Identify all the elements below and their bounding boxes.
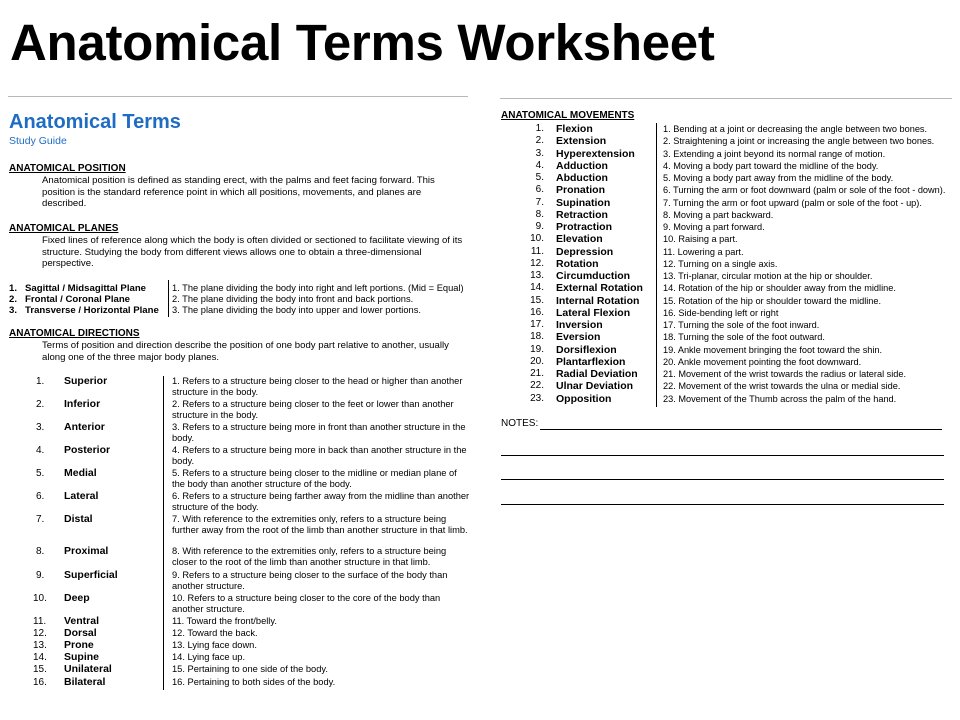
guide-title: Anatomical Terms (9, 111, 181, 133)
notes-label: NOTES: (501, 418, 539, 429)
movement-term: Hyperextension (556, 147, 635, 160)
movement-number: 21. (530, 368, 544, 379)
movement-term: Extension (556, 135, 607, 148)
direction-term: Superior (64, 375, 108, 387)
direction-term: Posterior (64, 444, 111, 456)
direction-number: 15. (33, 664, 47, 675)
direction-number: 12. (33, 628, 47, 639)
anatomical-movements-heading: ANATOMICAL MOVEMENTS (501, 110, 635, 121)
movement-term: Protraction (556, 221, 613, 233)
movements-divider (656, 123, 657, 407)
direction-definition: 13. Lying face down. (172, 640, 257, 650)
movement-term: Ulnar Deviation (556, 380, 634, 393)
direction-definition: 11. Toward the front/belly. (172, 616, 277, 626)
movement-term: Adduction (556, 159, 608, 172)
direction-term: Medial (64, 467, 97, 479)
movement-number: 22. (530, 380, 544, 392)
direction-number: 13. (33, 640, 47, 651)
movement-term: Plantarflexion (556, 355, 626, 368)
movement-number: 1. (535, 123, 544, 134)
direction-number: 8. (36, 546, 45, 557)
direction-term: Anterior (64, 421, 105, 433)
direction-term: Bilateral (64, 676, 106, 688)
anatomical-planes-heading: ANATOMICAL PLANES (9, 223, 119, 234)
notes-line-2[interactable] (501, 455, 944, 456)
direction-term: Deep (64, 592, 90, 604)
movement-term: Flexion (556, 123, 593, 135)
movement-definition: 14. Rotation of the hip or shoulder away from the midline. (663, 283, 896, 294)
movement-term: Abduction (556, 172, 608, 184)
movement-term: Circumduction (556, 270, 631, 282)
direction-term: Ventral (64, 615, 100, 627)
movement-definition: 13. Tri-planar, circular motion at the hip or shoulder. (663, 271, 873, 281)
movement-number: 20. (530, 355, 544, 367)
movement-number: 13. (530, 270, 544, 281)
movement-definition: 20. Ankle movement pointing the foot downward. (663, 356, 862, 367)
movement-term: Supination (556, 196, 611, 209)
direction-term: Proximal (64, 545, 109, 557)
movement-number: 6. (535, 184, 544, 196)
movement-definition: 3. Extending a joint beyond its normal range of motion. (663, 148, 886, 159)
slide-title: Anatomical Terms Worksheet (10, 14, 715, 71)
anatomical-planes-text: Fixed lines of reference along which the body is often divided or sectioned to facilitate viewing of its structure. Studying the body from different views allows one to obtain a three-dimensional perspective. (42, 235, 463, 269)
plane-definition: 2. The plane dividing the body into front and back portions. (172, 294, 414, 304)
direction-definition: 10. Refers to a structure being closer to the core of the body than another structure. (172, 593, 441, 614)
direction-term: Supine (64, 651, 100, 663)
direction-number: 14. (33, 652, 47, 663)
planes-divider (168, 280, 169, 317)
direction-definition: 2. Refers to a structure being closer to the feet or lower than another structure in the body. (172, 399, 454, 420)
plane-number: 3. (9, 305, 18, 316)
movement-definition: 7. Turning the arm or foot upward (palm or sole of the foot - up). (663, 197, 922, 208)
movement-definition: 16. Side-bending left or right (663, 307, 779, 318)
movement-definition: 15. Rotation of the hip or shoulder toward the midline. (663, 295, 882, 306)
movement-term: Retraction (556, 208, 608, 221)
direction-number: 10. (33, 593, 47, 604)
plane-definition: 3. The plane dividing the body into upper and lower portions. (172, 305, 421, 315)
direction-definition: 12. Toward the back. (172, 628, 258, 638)
movement-number: 16. (530, 306, 544, 318)
anatomical-position-heading: ANATOMICAL POSITION (9, 163, 126, 174)
direction-definition: 15. Pertaining to one side of the body. (172, 664, 328, 674)
movement-term: Rotation (556, 257, 599, 270)
movement-definition: 22. Movement of the wrist towards the ulna or medial side. (663, 381, 901, 392)
movement-number: 5. (535, 172, 544, 183)
movement-definition: 11. Lowering a part. (663, 246, 744, 257)
anatomical-directions-heading: ANATOMICAL DIRECTIONS (9, 328, 140, 339)
direction-definition: 3. Refers to a structure being more in front than another structure in the body. (172, 422, 466, 443)
plane-term: Transverse / Horizontal Plane (25, 305, 159, 316)
movement-definition: 8. Moving a part backward. (663, 209, 774, 220)
direction-definition: 1. Refers to a structure being closer to the head or higher than another structure in the body. (172, 376, 463, 397)
movement-number: 14. (530, 282, 544, 294)
movement-definition: 2. Straightening a joint or increasing the angle between two bones. (663, 136, 935, 147)
movement-definition: 6. Turning the arm or foot downward (palm or sole of the foot - down). (663, 185, 946, 196)
movement-definition: 1. Bending at a joint or decreasing the angle between two bones. (663, 124, 928, 134)
movement-definition: 21. Movement of the wrist towards the radius or lateral side. (663, 369, 907, 379)
movement-term: Opposition (556, 392, 612, 405)
left-top-rule (8, 96, 468, 97)
movement-number: 18. (530, 331, 544, 343)
right-top-rule (500, 98, 952, 99)
direction-number: 6. (36, 491, 45, 502)
plane-term: Frontal / Coronal Plane (25, 294, 131, 305)
movement-number: 9. (535, 221, 544, 232)
notes-line-4[interactable] (501, 504, 944, 505)
direction-term: Superficial (64, 569, 118, 581)
direction-term: Unilateral (64, 663, 112, 675)
movement-definition: 19. Ankle movement bringing the foot toward the shin. (663, 344, 883, 355)
movement-definition: 10. Raising a part. (663, 234, 738, 245)
plane-number: 1. (9, 283, 18, 294)
movement-term: Pronation (556, 184, 605, 197)
direction-number: 16. (33, 677, 47, 688)
direction-number: 4. (36, 445, 45, 456)
movement-definition: 18. Turning the sole of the foot outward. (663, 332, 825, 343)
directions-divider (163, 376, 164, 690)
movement-number: 7. (535, 196, 544, 208)
direction-term: Inferior (64, 398, 101, 410)
plane-number: 2. (9, 294, 18, 305)
direction-number: 7. (36, 514, 45, 525)
movement-term: Dorsiflexion (556, 343, 617, 356)
direction-definition: 7. With reference to the extremities only, refers to a structure being further away from the root of the limb than another structure in that limb. (172, 514, 468, 535)
direction-definition: 14. Lying face up. (172, 652, 246, 662)
direction-term: Dorsal (64, 627, 97, 639)
plane-term: Sagittal / Midsagittal Plane (25, 283, 147, 294)
plane-definition: 1. The plane dividing the body into right and left portions. (Mid = Equal) (172, 283, 464, 293)
movement-term: Elevation (556, 233, 603, 246)
movement-definition: 9. Moving a part forward. (663, 222, 765, 232)
direction-definition: 9. Refers to a structure being closer to the surface of the body than another structure. (172, 570, 448, 591)
movement-term: Radial Deviation (556, 368, 638, 380)
movement-number: 8. (535, 208, 544, 220)
movement-number: 12. (530, 257, 544, 269)
direction-number: 2. (36, 399, 45, 410)
direction-term: Prone (64, 639, 94, 651)
movement-number: 15. (530, 294, 544, 306)
movement-term: Internal Rotation (556, 294, 640, 307)
movement-number: 2. (535, 135, 544, 147)
movement-term: Inversion (556, 319, 603, 331)
direction-term: Lateral (64, 490, 99, 502)
movement-definition: 12. Turning on a single axis. (663, 258, 778, 269)
direction-definition: 6. Refers to a structure being farther away from the midline than another structure of the body. (172, 491, 470, 512)
movement-term: Lateral Flexion (556, 306, 631, 319)
direction-number: 9. (36, 570, 45, 581)
movement-term: External Rotation (556, 282, 643, 295)
direction-number: 3. (36, 422, 45, 433)
guide-subtitle: Study Guide (9, 135, 67, 147)
direction-number: 5. (36, 468, 45, 479)
direction-number: 1. (36, 376, 45, 387)
movement-number: 23. (530, 392, 544, 404)
movement-number: 4. (535, 159, 544, 171)
movement-definition: 5. Moving a body part away from the midline of the body. (663, 173, 894, 183)
movement-number: 3. (535, 147, 544, 159)
anatomical-position-text: Anatomical position is defined as standing erect, with the palms and feet facing forward. This position is the standard reference point in which all positions, movements, and planes are described. (42, 175, 435, 209)
direction-term: Distal (64, 513, 93, 525)
direction-definition: 4. Refers to a structure being more in back than another structure in the body. (172, 445, 467, 466)
movement-number: 17. (530, 319, 544, 330)
direction-number: 11. (33, 616, 47, 627)
notes-line-1[interactable] (540, 429, 942, 430)
direction-definition: 8. With reference to the extremities only, refers to a structure being closer to the root of the limb than another structure in that limb. (172, 546, 447, 567)
notes-line-3[interactable] (501, 479, 944, 480)
anatomical-directions-text: Terms of position and direction describe the position of one body part relative to another, usually along one of the three major body planes. (42, 340, 449, 363)
movement-term: Eversion (556, 331, 601, 344)
movement-number: 19. (530, 343, 544, 355)
movement-definition: 17. Turning the sole of the foot inward. (663, 320, 820, 330)
movement-term: Depression (556, 245, 614, 258)
movement-number: 11. (530, 245, 544, 257)
direction-definition: 16. Pertaining to both sides of the body. (172, 677, 336, 687)
direction-definition: 5. Refers to a structure being closer to the midline or median plane of the body than another structure of the body. (172, 468, 457, 489)
movement-definition: 23. Movement of the Thumb across the palm of the hand. (663, 393, 897, 404)
movement-number: 10. (530, 233, 544, 245)
movement-definition: 4. Moving a body part toward the midline of the body. (663, 160, 879, 171)
